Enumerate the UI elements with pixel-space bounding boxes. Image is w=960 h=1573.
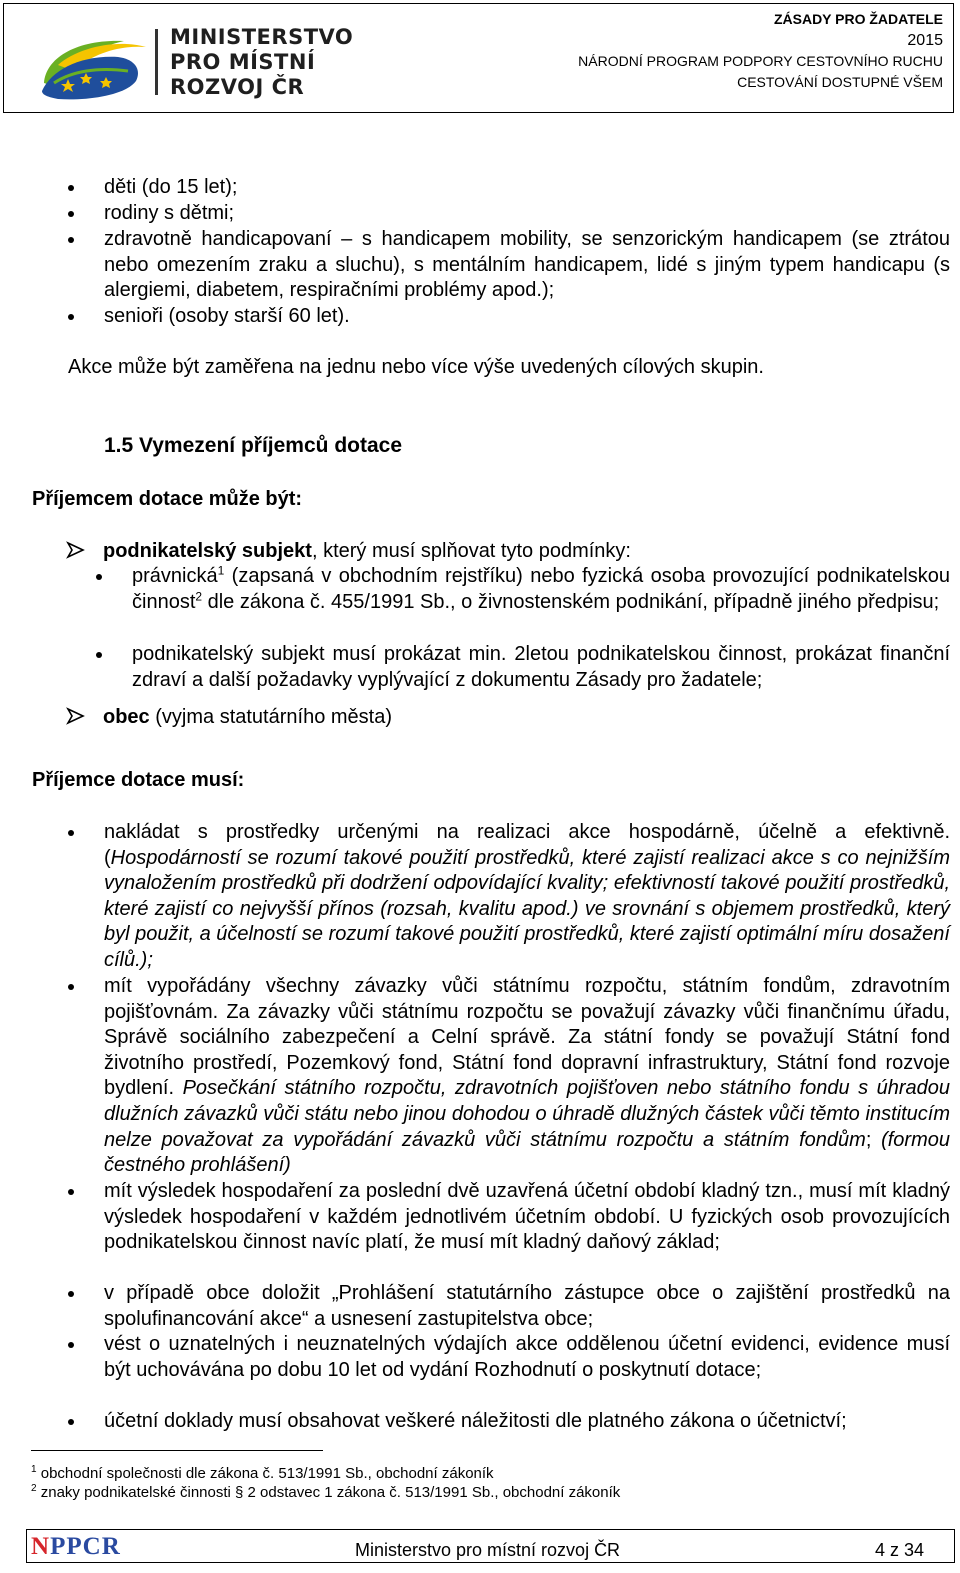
bullet-icon [96,652,102,658]
footnote-num: 2 [31,1483,37,1494]
section-title: 1.5 Vymezení příjemců dotace [104,434,403,457]
ministry-name [170,25,353,100]
obligation-4: v případě obce doložit „Prohlášení statutárního zástupce obce o zajištění prostředků na spolufinancování akce“ a usnesení zastupitelstva obce; [104,1282,950,1330]
obligation-5: vést o uznatelných i neuznatelných výdajích akce oddělenou účetní evidenci, evidence musí být uchovávána po dobu 10 let od vydání Rozhodnutí o poskytnutí dotace; [104,1333,950,1381]
target-group-item: rodiny s dětmi; [104,202,235,224]
logo-letter: R [101,1533,121,1560]
municipality-bold: obec [103,706,150,728]
obligation-2 [104,974,950,1179]
bullet-icon [68,984,74,990]
bullet-icon [68,185,74,191]
arrow-bullet-icon [66,707,86,729]
logo-line-1: MINISTERSTVO [170,25,354,49]
footnote-2 [31,1479,620,1502]
logo-letter: N [31,1533,51,1560]
subprogram-name: CESTOVÁNÍ DOSTUPNÉ VŠEM [737,74,943,90]
obligation-6: účetní doklady musí obsahovat veškeré náležitosti dle platného zákona o účetnictví; [104,1410,847,1432]
entity-line [103,539,631,565]
footnote-ref-2[interactable]: 2 [195,588,203,603]
target-note: Akce může být zaměřena na jednu nebo více výše uvedených cílových skupin. [68,356,764,378]
bullet-icon [68,237,74,243]
logo-line-3: ROZVOJ ČR [170,75,305,99]
doc-year: 2015 [907,32,943,49]
logo-letter: P [50,1533,67,1560]
o2-italic: Posečkání státního rozpočtu, zdravotních pojišťoven nebo státního fondu s úhradou dlužních závazků vůči státu nebo jinou dohodou o úhradě dlužných částek vůči těmto institucím nelze považovat za vypořádání závazků vůči státnímu rozpočtu a státním fondům [104,1077,950,1151]
header-info [578,9,943,93]
o2-tail-italic: (formou čestného prohlášení) [104,1128,950,1177]
bullet-icon [68,1419,74,1425]
page-footer [26,1529,955,1563]
o1-text: nakládat s prostředky určenými na realizaci akce hospodárně, účelně a efektivně. ( [104,821,950,869]
footnote-num: 1 [31,1464,37,1475]
program-name: NÁRODNÍ PROGRAM PODPORY CESTOVNÍHO RUCHU [578,53,943,69]
bullet-icon [96,574,102,580]
page-number: 4 z 34 [874,1540,924,1560]
municipality-rest: (vyjma statutárního města) [149,706,392,728]
nppcr-logo [31,1533,121,1561]
target-group-item: zdravotně handicapovaní – s handicapem mobility, se senzorickým handicapem (se ztrátou nebo omezením zraku a sluchu), s mentálním handicapem, lidé s jiným typem handicapu (s alergiemi, diabetem, respiračními problémy apod.); [104,228,950,302]
obligation-3: mít výsledek hospodaření za poslední dvě uzavřená účetní období kladný tzn., musí mít kladný výsledek hospodaření v každém jednotlivém účetním období. U fyzických osob provozujících podnikatelskou činnost navíc platí, že musí mít kladný daňový základ; [104,1180,950,1254]
target-group-item: děti (do 15 let); [104,176,238,198]
subheading-recipient-must: Příjemce dotace musí: [32,769,245,791]
footnote-divider [31,1450,323,1451]
bullet-icon [68,211,74,217]
footer-ministry: Ministerstvo pro místní rozvoj ČR [355,1540,621,1560]
municipality-line [103,705,392,731]
logo-divider [155,29,158,95]
entity-rest: , který musí splňovat tyto podmínky: [311,540,631,562]
entity-condition-1 [132,564,950,615]
bullet-icon [68,1291,74,1297]
doc-title: ZÁSADY PRO ŽADATELE [773,11,943,27]
o2-tail: ; [865,1128,882,1151]
footnote-text: obchodní společnosti dle zákona č. 513/1991 Sb., obchodní zákoník [40,1465,494,1482]
page-header [3,3,954,113]
bullet-icon [68,830,74,836]
o1-italic: Hospodárností se rozumí takové použití prostředků, které zajistí realizaci akce s co nejnižším vynaložením prostředků při dodržení odpovídající kvality; efektivností takové použití prostředků, které zajistí co nejvyšší přínos (rozsah, kvalitu apod.) ve srovnání s objemem prostředků, který byl použit, a účelností se rozumí takové použití prostředků, které zajistí optimální míru dosažení cílů.); [104,846,950,971]
bullet-icon [68,1189,74,1195]
logo-letter: C [82,1533,102,1560]
entity-condition-2: podnikatelský subjekt musí prokázat min. 2letou podnikatelskou činnost, prokázat finanční zdraví a další požadavky vyplývající z dokumentu Zásady pro žadatele; [132,643,950,691]
ministry-emblem-icon [38,21,150,101]
arrow-bullet-icon [66,541,86,563]
cond1-part-c: dle zákona č. 455/1991 Sb., o živnostenském podnikání, případně jiného předpisu; [202,590,940,613]
entity-bold: podnikatelský subjekt [103,540,312,562]
logo-letter: P [66,1533,83,1560]
o2-text: mít vypořádány všechny závazky vůči státnímu rozpočtu, státním fondům, zdravotním pojišťovnám. Za závazky vůči státnímu rozpočtu se považují závazky vůči finančnímu úřadu, Správě sociálního zabezpečení a Celní správě. Za státní fondy se považují Státní fond životního prostředí, Pozemkový fond, Státní fond dopravní infrastruktury, Státní fond rozvoje bydlení. [104,975,950,1100]
bullet-icon [68,1342,74,1348]
ministry-logo [38,21,354,101]
footnote-text: znaky podnikatelské činnosti § 2 odstavec 1 zákona č. 513/1991 Sb., obchodní zákoník [40,1484,621,1501]
footnote-ref-1[interactable]: 1 [217,563,225,578]
cond1-part-b: (zapsaná v obchodním rejstříku) nebo fyzická osoba provozující podnikatelskou činnost [132,565,950,613]
subheading-recipient-may-be: Příjemcem dotace může být: [32,488,303,510]
bullet-icon [68,314,74,320]
cond1-part-a: právnická [132,565,218,587]
obligation-1 [104,820,950,974]
target-group-item: senioři (osoby starší 60 let). [104,305,350,327]
logo-line-2: PRO MÍSTNÍ [170,50,316,74]
